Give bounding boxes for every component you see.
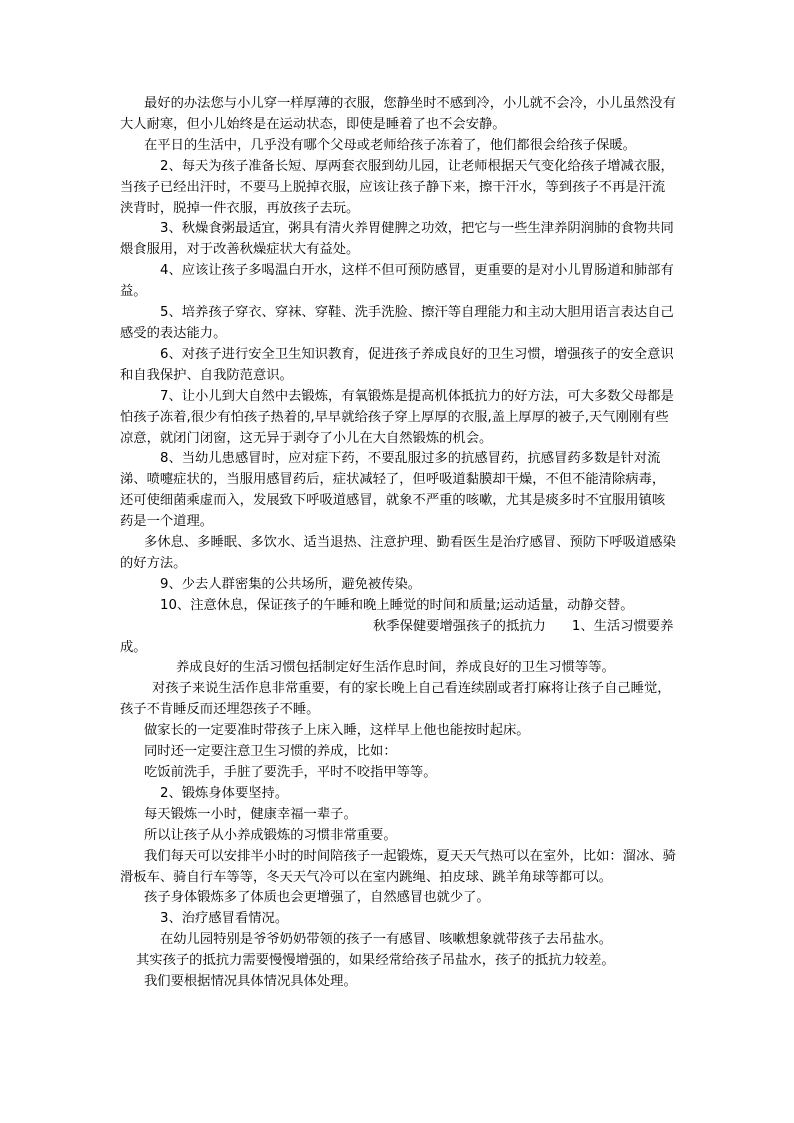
paragraph: 孩子身体锻炼多了体质也会更增强了，自然感冒也就少了。: [144, 890, 490, 906]
paragraph: 所以让孩子从小养成锻炼的习惯非常重要。: [144, 827, 397, 843]
paragraph: 多休息、多睡眠、多饮水、适当退热、注意护理、勤看医生是治疗感冒、预防下呼吸道感染的好方法。: [120, 535, 676, 571]
paragraph: 同时还一定要注意卫生习惯的养成，比如：: [144, 744, 397, 760]
section-heading-line: [120, 617, 678, 659]
paragraph: 养成良好的生活习惯包括制定好生活作息时间，养成良好的卫生习惯等等。: [176, 660, 615, 676]
paragraph: 吃饭前洗手，手脏了要洗手，平时不咬指甲等等。: [144, 765, 437, 780]
document-page: [120, 94, 678, 993]
paragraph: 5、培养孩子穿衣、穿袜、穿鞋、洗手洗脸、擦汗等自理能力和主动大胆用语言表达自己感受的表达能力。: [120, 305, 674, 341]
paragraph: 其实孩子的抵抗力需要慢慢增强的，如果经常给孩子吊盐水，孩子的抵抗力较差。: [136, 953, 615, 969]
paragraph: 做家长的一定要准时带孩子上床入睡，这样早上他也能按时起床。: [144, 723, 530, 739]
paragraph: 2、每天为孩子准备长短、厚两套衣服到幼儿园，让老师根据天气变化给孩子增减衣服，当孩子已经出汗时，不要马上脱掉衣服，应该让孩子静下来，擦干汗水，等到孩子不再是汗流浃背时，脱掉一件衣服，再放孩子去玩。: [120, 158, 674, 216]
section-step: 1、生活习惯要养成。: [120, 618, 674, 655]
paragraph: 我们要根据情况具体情况具体处理。: [144, 974, 357, 990]
paragraph: 9、少去人群密集的公共场所，避免被传染。: [160, 576, 422, 592]
paragraph: 7、让小儿到大自然中去锻炼，有氧锻炼是提高机体抵抗力的好方法，可大多数父母都是怕孩子冻着,很少有怕孩子热着的,早早就给孩子穿上厚厚的衣服,盖上厚厚的被子,天气刚刚有些凉意，就闭门闭窗，这无异于剥夺了小儿在大自然锻炼的机会。: [120, 388, 674, 446]
paragraph: 我们每天可以安排半小时的时间陪孩子一起锻炼，夏天天气热可以在室外，比如：溜冰、骑滑板车、骑自行车等等，冬天天气冷可以在室内跳绳、拍皮球、跳羊角球等都可以。: [120, 848, 676, 885]
paragraph: 3、治疗感冒看情况。: [160, 911, 289, 927]
paragraph: 8、当幼儿患感冒时，应对症下药，不要乱服过多的抗感冒药，抗感冒药多数是针对流涕、喷嚏症状的，当服用感冒药后，症状减轻了，但呼吸道黏膜却干燥，不但不能清除病毒，还可使细菌乘虚而入，发展致下呼吸道感冒，就象不严重的咳嗽，尤其是痰多时不宜服用镇咳药是一个道理。: [120, 451, 666, 530]
paragraph: 对孩子来说生活作息非常重要，有的家长晚上自己看连续剧或者打麻将让孩子自己睡觉，孩子不肯睡反而还埋怨孩子不睡。: [120, 681, 671, 718]
paragraph: 每天锻炼一小时，健康幸福一辈子。: [144, 806, 357, 822]
paragraph: 最好的办法您与小儿穿一样厚薄的衣服，您静坐时不感到冷，小儿就不会冷，小儿虽然没有大人耐寒，但小儿始终是在运动状态，即使是睡着了也不会安静。: [120, 96, 676, 132]
paragraph: 2、锻炼身体要坚持。: [160, 785, 289, 801]
paragraph: 3、秋燥食粥最适宜，粥具有清火养胃健脾之功效，把它与一些生津养阴润肺的食物共同煨食服用，对于改善秋燥症状大有益处。: [120, 221, 674, 258]
paragraph: 在平日的生活中，几乎没有哪个父母或老师给孩子冻着了，他们都很会给孩子保暖。: [144, 137, 636, 153]
paragraph: 6、对孩子进行安全卫生知识教育，促进孩子养成良好的卫生习惯，增强孩子的安全意识和自我保护、自我防范意识。: [120, 346, 674, 383]
paragraph: 4、应该让孩子多喝温白开水，这样不但可预防感冒，更重要的是对小儿胃肠道和肺部有益。: [120, 263, 674, 300]
paragraph: 在幼儿园特别是爷爷奶奶带领的孩子一有感冒、咳嗽想象就带孩子去吊盐水。: [160, 932, 613, 948]
section-heading: 秋季保健要增强孩子的抵抗力: [373, 618, 546, 634]
paragraph: 10、注意休息，保证孩子的午睡和晚上睡觉的时间和质量;运动适量，动静交替。: [160, 597, 634, 613]
